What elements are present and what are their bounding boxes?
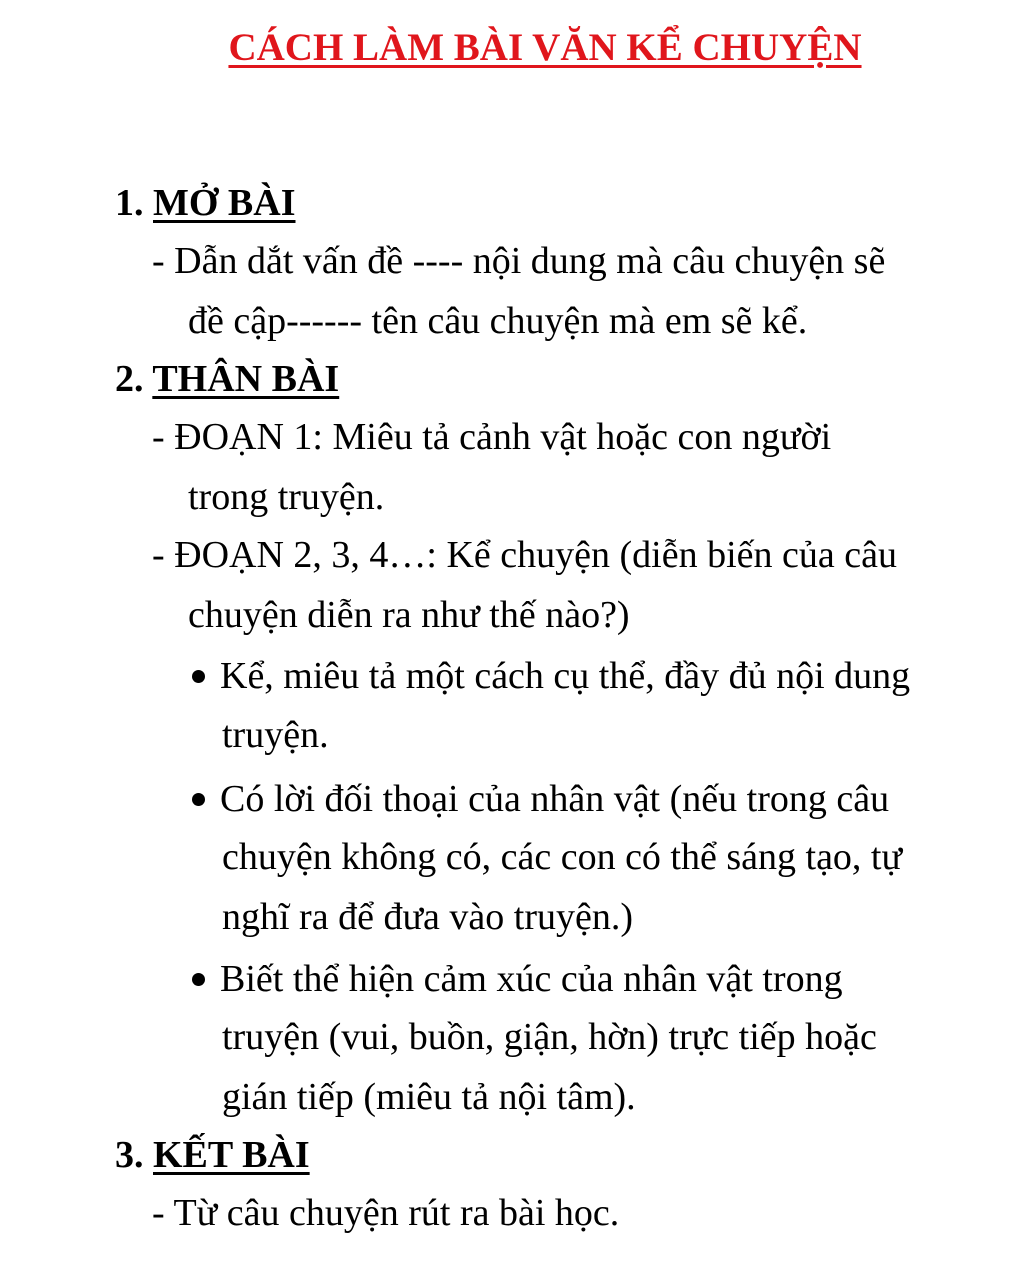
section-heading-mo-bai: [115, 178, 296, 228]
bullet-line: Kể, miêu tả một cách cụ thể, đầy đủ nội dung: [220, 655, 911, 697]
section-heading-than-bai: [115, 354, 339, 404]
paragraph-line: - ĐOẠN 2, 3, 4…: Kể chuyện (diễn biến của câu: [152, 534, 897, 576]
paragraph-line: - ĐOẠN 1: Miêu tả cảnh vật hoặc con người: [152, 416, 832, 458]
section-title: MỞ BÀI: [153, 182, 296, 224]
paragraph-line: - Dẫn dắt vấn đề ---- nội dung mà câu chuyện sẽ: [152, 240, 886, 282]
section-title: THÂN BÀI: [152, 358, 340, 400]
page-title: CÁCH LÀM BÀI VĂN KỂ CHUYỆN: [228, 26, 862, 69]
paragraph-line: chuyện diễn ra như thế nào?): [188, 594, 630, 636]
section-number: 1.: [115, 182, 144, 224]
bullet-line: truyện.: [222, 714, 329, 756]
section-number: 3.: [115, 1134, 144, 1176]
bullet-dot-icon: [192, 973, 205, 986]
paragraph-line: trong truyện.: [188, 476, 385, 518]
bullet-line: truyện (vui, buồn, giận, hờn) trực tiếp hoặc: [222, 1016, 877, 1058]
paragraph-line: đề cập------ tên câu chuyện mà em sẽ kể.: [188, 300, 808, 342]
bullet-line: chuyện không có, các con có thể sáng tạo, tự: [222, 836, 903, 878]
paragraph-line: - Từ câu chuyện rút ra bài học.: [152, 1192, 620, 1234]
bullet-line: Biết thể hiện cảm xúc của nhân vật trong: [220, 958, 843, 1000]
bullet-dot-icon: [192, 670, 205, 683]
section-number: 2.: [115, 358, 144, 400]
bullet-dot-icon: [192, 793, 205, 806]
bullet-line: Có lời đối thoại của nhân vật (nếu trong câu: [220, 778, 890, 820]
section-heading-ket-bai: [115, 1130, 310, 1180]
section-title: KẾT BÀI: [153, 1134, 310, 1176]
bullet-line: nghĩ ra để đưa vào truyện.): [222, 896, 634, 938]
bullet-line: gián tiếp (miêu tả nội tâm).: [222, 1076, 636, 1118]
